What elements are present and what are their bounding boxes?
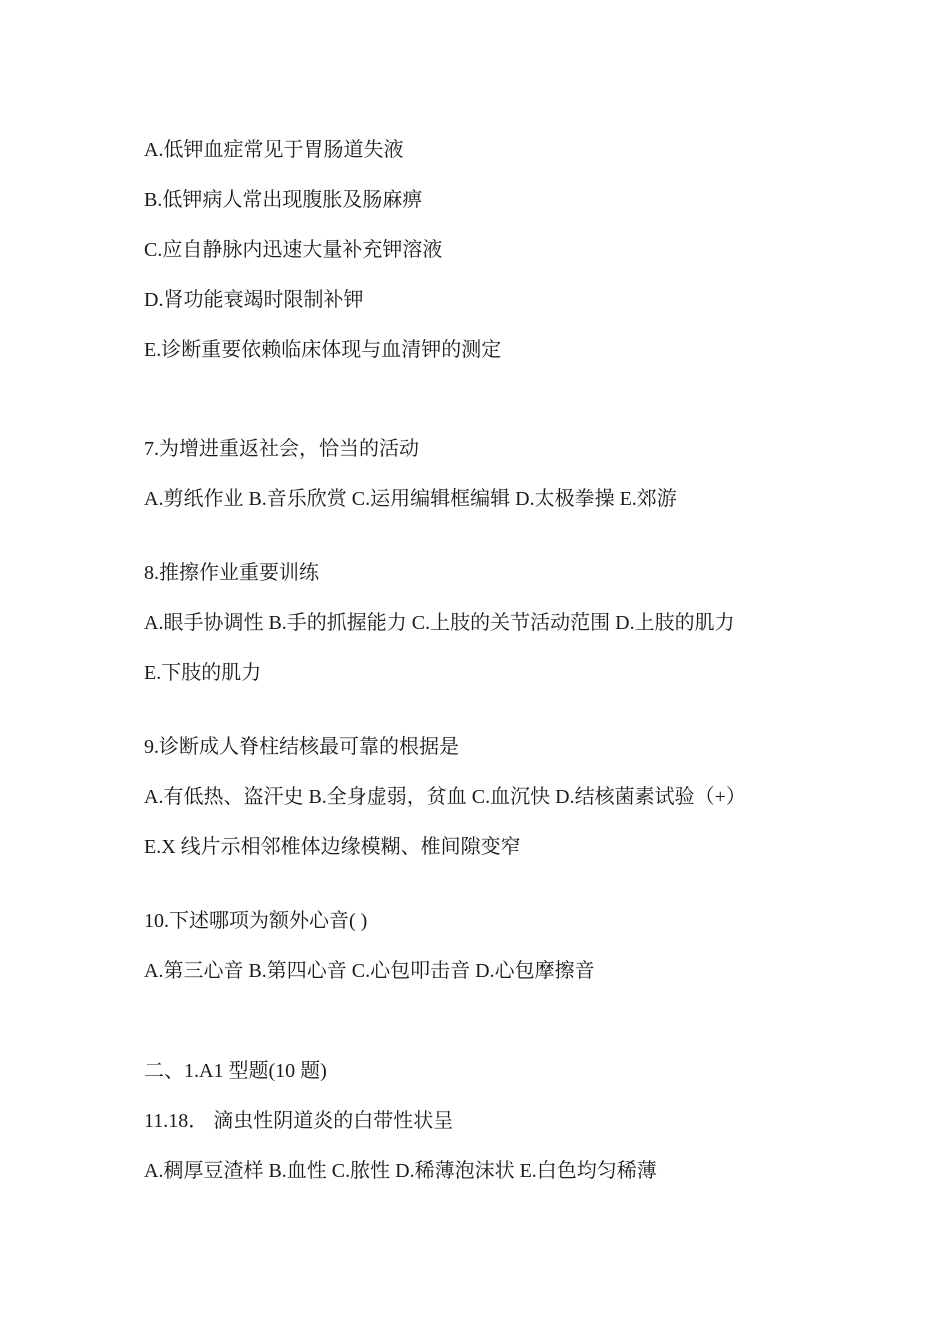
options-q11: A.稠厚豆渣样 B.血性 C.脓性 D.稀薄泡沫状 E.白色均匀稀薄 (144, 1160, 657, 1182)
option-e-q8: E.下肢的肌力 (144, 662, 262, 684)
options-q8: A.眼手协调性 B.手的抓握能力 C.上肢的关节活动范围 D.上肢的肌力 (144, 612, 735, 634)
question-11: 11.18． 滴虫性阴道炎的白带性状呈 (144, 1110, 454, 1132)
options-q10: A.第三心音 B.第四心音 C.心包叩击音 D.心包摩擦音 (144, 960, 595, 982)
question-7: 7.为增进重返社会，恰当的活动 (144, 438, 419, 460)
question-8: 8.推擦作业重要训练 (144, 562, 319, 584)
option-c-q6: C.应自静脉内迅速大量补充钾溶液 (144, 239, 443, 261)
options-q7: A.剪纸作业 B.音乐欣赏 C.运用编辑框编辑 D.太极拳操 E.郊游 (144, 488, 677, 510)
option-b-q6: B.低钾病人常出现腹胀及肠麻痹 (144, 189, 423, 211)
option-e-q9: E.X 线片示相邻椎体边缘模糊、椎间隙变窄 (144, 836, 521, 858)
question-9: 9.诊断成人脊柱结核最可靠的根据是 (144, 736, 459, 758)
option-e-q6: E.诊断重要依赖临床体现与血清钾的测定 (144, 339, 502, 361)
section-heading: 二、1.A1 型题(10 题) (144, 1060, 327, 1082)
option-d-q6: D.肾功能衰竭时限制补钾 (144, 289, 364, 311)
question-10: 10.下述哪项为额外心音( ) (144, 910, 368, 932)
option-a-q6: A.低钾血症常见于胃肠道失液 (144, 139, 404, 161)
options-q9: A.有低热、盗汗史 B.全身虚弱，贫血 C.血沉快 D.结核菌素试验（+） (144, 786, 746, 808)
